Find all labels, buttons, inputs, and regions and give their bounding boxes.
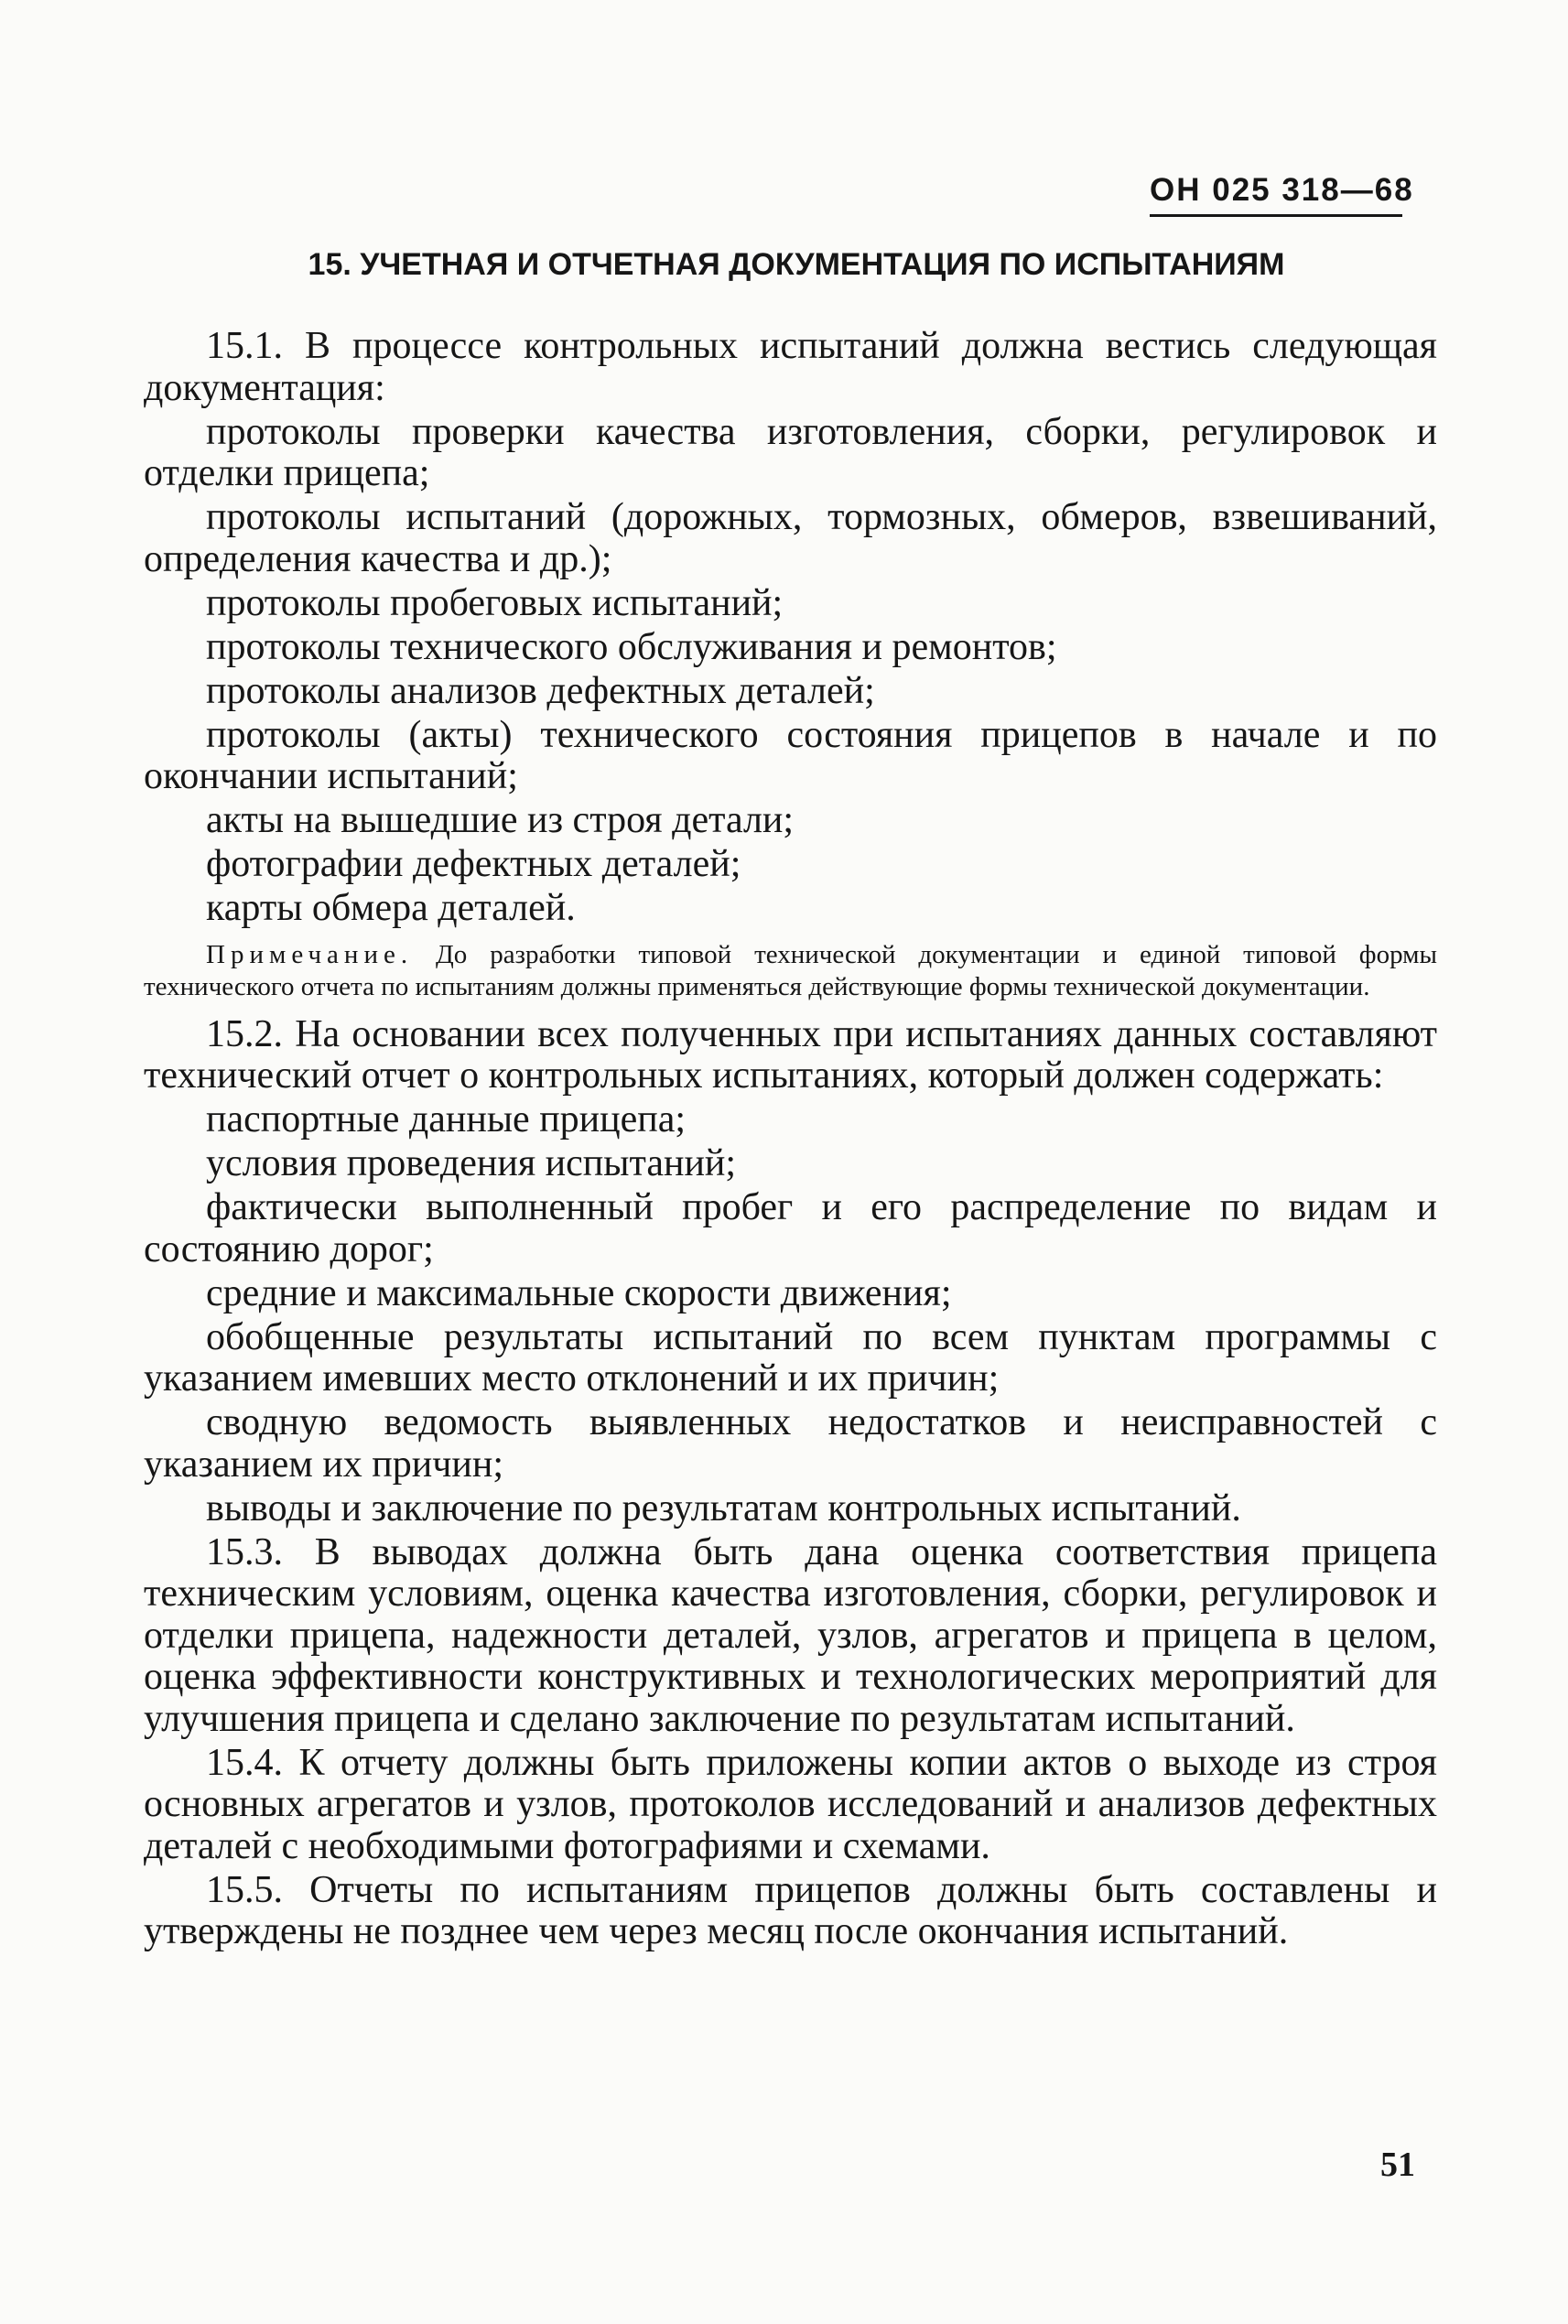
list-item: протоколы испытаний (дорожных, тормозных, обмеров, взвешиваний, определения качества и др.); bbox=[144, 496, 1437, 580]
list-item: протоколы пробеговых испытаний; bbox=[206, 581, 784, 624]
list-item: фотографии дефектных деталей; bbox=[206, 843, 741, 885]
list-item: сводную ведомость выявленных недостатков и неисправностей с указанием их причин; bbox=[144, 1401, 1437, 1486]
note-label: Примечание. bbox=[206, 939, 414, 969]
body-text bbox=[144, 326, 1437, 1955]
clause-15-4: 15.4. К отчету должны быть приложены копии актов о выходе из строя основных агрегатов и узлов, протоколов исследований и анализов дефектных деталей с необходимыми фотографиями и схемами. bbox=[144, 1741, 1437, 1867]
list-item: паспортные данные прицепа; bbox=[206, 1098, 687, 1140]
list-item: средние и максимальные скорости движения; bbox=[206, 1271, 952, 1314]
list-item: обобщенные результаты испытаний по всем пунктам программы с указанием имевших место отклонений и их причин; bbox=[144, 1315, 1437, 1400]
list-item: протоколы анализов дефектных деталей; bbox=[206, 669, 875, 712]
list-item: условия проведения испытаний; bbox=[206, 1142, 737, 1184]
document-code: ОН 025 318—68 bbox=[1150, 172, 1402, 217]
list-item: акты на вышедшие из строя детали; bbox=[206, 799, 795, 841]
clause-15-2-intro: 15.2. На основании всех полученных при испытаниях данных составляют технический отчет о контрольных испытаниях, который должен содержать: bbox=[144, 1012, 1437, 1097]
clause-15-5: 15.5. Отчеты по испытаниям прицепов должны быть составлены и утверждены не позднее чем через месяц после окончания испытаний. bbox=[144, 1868, 1437, 1952]
page-number: 51 bbox=[1380, 2146, 1415, 2184]
list-item: фактически выполненный пробег и его распределение по видам и состоянию дорог; bbox=[144, 1186, 1437, 1270]
section-title: 15. УЧЕТНАЯ И ОТЧЕТНАЯ ДОКУМЕНТАЦИЯ ПО ИСПЫТАНИЯМ bbox=[308, 247, 1285, 282]
clause-15-3: 15.3. В выводах должна быть дана оценка соответствия прицепа техническим условиям, оценка качества изготовления, сборки, регулировок и отделки прицепа, надежности деталей, узлов, агрегатов и прицепа в целом, оценка эффективности конструктивных и технологических мероприятий для улучшения прицепа и сделано заключение по результатам испытаний. bbox=[144, 1530, 1437, 1740]
note-text: До разработки типовой технической документации и единой типовой формы технического отчета по испытаниям должны применяться действующие формы технической документации. bbox=[144, 939, 1437, 1001]
list-item: протоколы технического обслуживания и ремонтов; bbox=[206, 625, 1057, 668]
list-item: выводы и заключение по результатам контрольных испытаний. bbox=[206, 1486, 1241, 1530]
list-item: карты обмера деталей. bbox=[206, 887, 576, 929]
list-item: протоколы проверки качества изготовления, сборки, регулировок и отделки прицепа; bbox=[144, 410, 1437, 494]
note bbox=[144, 939, 1437, 1003]
list-item: протоколы (акты) технического состояния прицепов в начале и по окончании испытаний; bbox=[144, 713, 1437, 797]
clause-15-1-intro: 15.1. В процессе контрольных испытаний должна вестись следующая документация: bbox=[144, 325, 1437, 409]
